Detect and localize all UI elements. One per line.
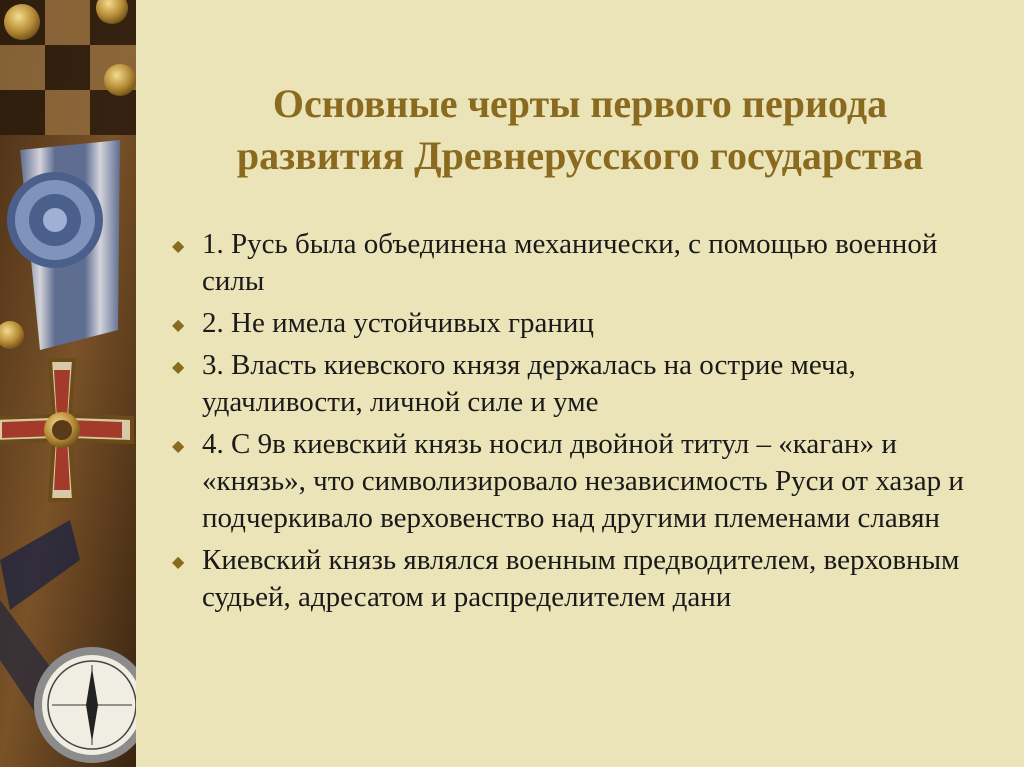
bullet-text: 1. Русь была объединена механически, с помощью военной силы — [202, 228, 938, 297]
bullet-list — [166, 226, 1006, 621]
slide-title — [136, 78, 1024, 182]
bullet-item — [166, 347, 1006, 421]
bullet-text: 3. Власть киевского князя держалась на острие меча, удачливости, личной силе и уме — [202, 349, 856, 418]
slide-content — [136, 0, 1024, 767]
bullet-item — [166, 305, 1006, 342]
diamond-bullet-icon: ◆ — [172, 438, 185, 455]
bullet-item — [166, 426, 1006, 537]
bullet-text: 4. С 9в киевский князь носил двойной титул – «каган» и «князь», что символизировало независимость Руси от хазар и подчеркивало верховенство над другими племенами славян — [202, 428, 964, 534]
diamond-bullet-icon: ◆ — [172, 554, 185, 571]
slide-title-line-2: развития Древнерусского государства — [236, 133, 924, 178]
decorative-medals-image — [0, 0, 136, 767]
diamond-bullet-icon: ◆ — [172, 238, 185, 255]
bullet-text: Киевский князь являлся военным предводителем, верховным судьей, адресатом и распределителем дани — [202, 544, 960, 613]
bullet-item — [166, 226, 1006, 300]
bullet-item — [166, 542, 1006, 616]
slide-title-line-1: Основные черты первого периода — [272, 81, 888, 126]
diamond-bullet-icon: ◆ — [172, 359, 185, 376]
bullet-text: 2. Не имела устойчивых границ — [202, 307, 594, 339]
diamond-bullet-icon: ◆ — [172, 317, 185, 334]
